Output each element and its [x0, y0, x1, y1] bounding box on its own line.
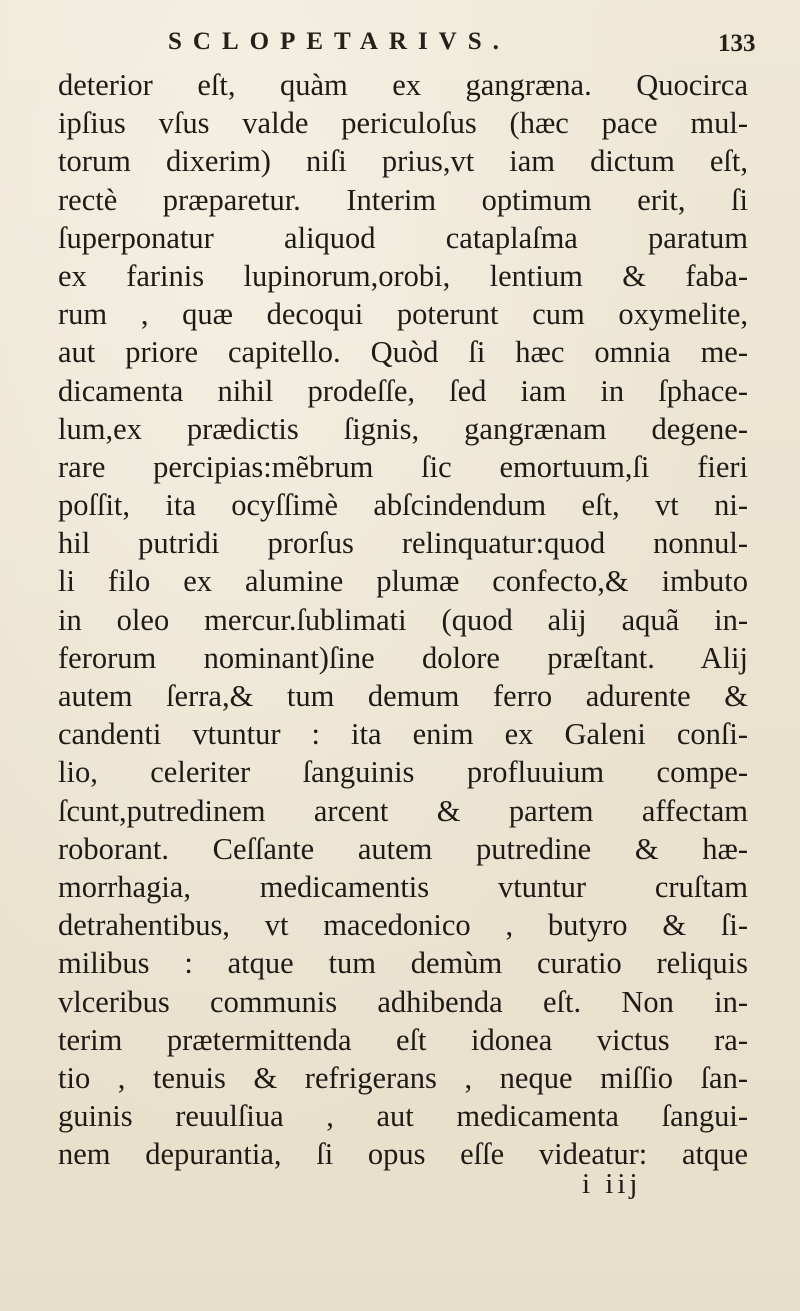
- text-line: rum , quæ decoqui poterunt cum oxymelite,: [58, 297, 748, 332]
- text-line: tio , tenuis & refrigerans , neque miſſio ſan-: [58, 1060, 748, 1095]
- body-text: [58, 66, 748, 1173]
- text-line: lio, celeriter ſanguinis profluuium compe-: [58, 755, 748, 790]
- text-line: guinis reuulſiua , aut medicamenta ſangui-: [58, 1099, 748, 1134]
- text-line: poſſit, ita ocyſſimè abſcindendum eſt, vt ni-: [58, 488, 748, 523]
- text-line: morrhagia, medicamentis vtuntur cruſtam: [58, 869, 748, 904]
- text-line: ferorum nominant)ſine dolore præſtant. Alij: [58, 640, 748, 675]
- text-line: dicamenta nihil prodeſſe, ſed iam in ſphace-: [58, 373, 748, 408]
- text-line: autem ſerra,& tum demum ferro adurente &: [58, 679, 748, 713]
- text-line: lum,ex prædictis ſignis, gangrænam degene-: [58, 411, 748, 446]
- text-line: li filo ex alumine plumæ confecto,& imbuto: [58, 564, 748, 599]
- running-head: SCLOPETARIVS.: [168, 28, 510, 55]
- text-line: roborant. Ceſſante autem putredine & hæ-: [58, 831, 748, 866]
- text-line: rare percipias:mẽbrum ſic emortuum,ſi fieri: [58, 449, 748, 484]
- text-line: aut priore capitello. Quòd ſi hæc omnia me-: [58, 335, 748, 370]
- text-line: terim prætermittenda eſt idonea victus ra-: [58, 1022, 748, 1057]
- text-line: detrahentibus, vt macedonico , butyro & ſi-: [58, 908, 748, 943]
- text-line: ex farinis lupinorum,orobi, lentium & faba-: [58, 258, 748, 293]
- page-number: 133: [718, 30, 756, 57]
- text-line: candenti vtuntur : ita enim ex Galeni conſi-: [58, 717, 748, 752]
- text-line: nem depurantia, ſi opus eſſe videatur: atque: [58, 1137, 748, 1172]
- text-line: torum dixerim) niſi prius,vt iam dictum eſt,: [58, 144, 748, 179]
- text-line: rectè præparetur. Interim optimum erit, ſi: [58, 182, 748, 217]
- signature-mark: i iij: [582, 1168, 642, 1200]
- text-line: ſcunt,putredinem arcent & partem affectam: [58, 793, 748, 828]
- text-line: ipſius vſus valde periculoſus (hæc pace mul-: [58, 106, 748, 141]
- text-line: milibus : atque tum demùm curatio reliquis: [58, 946, 748, 981]
- text-line: in oleo mercur.ſublimati (quod alij aquã in-: [58, 602, 748, 637]
- text-line: ſuperponatur aliquod cataplaſma paratum: [58, 220, 748, 255]
- text-line: deterior eſt, quàm ex gangræna. Quocirca: [58, 68, 748, 102]
- text-line: vlceribus communis adhibenda eſt. Non in-: [58, 984, 748, 1019]
- text-line: hil putridi prorſus relinquatur:quod nonnul-: [58, 526, 748, 561]
